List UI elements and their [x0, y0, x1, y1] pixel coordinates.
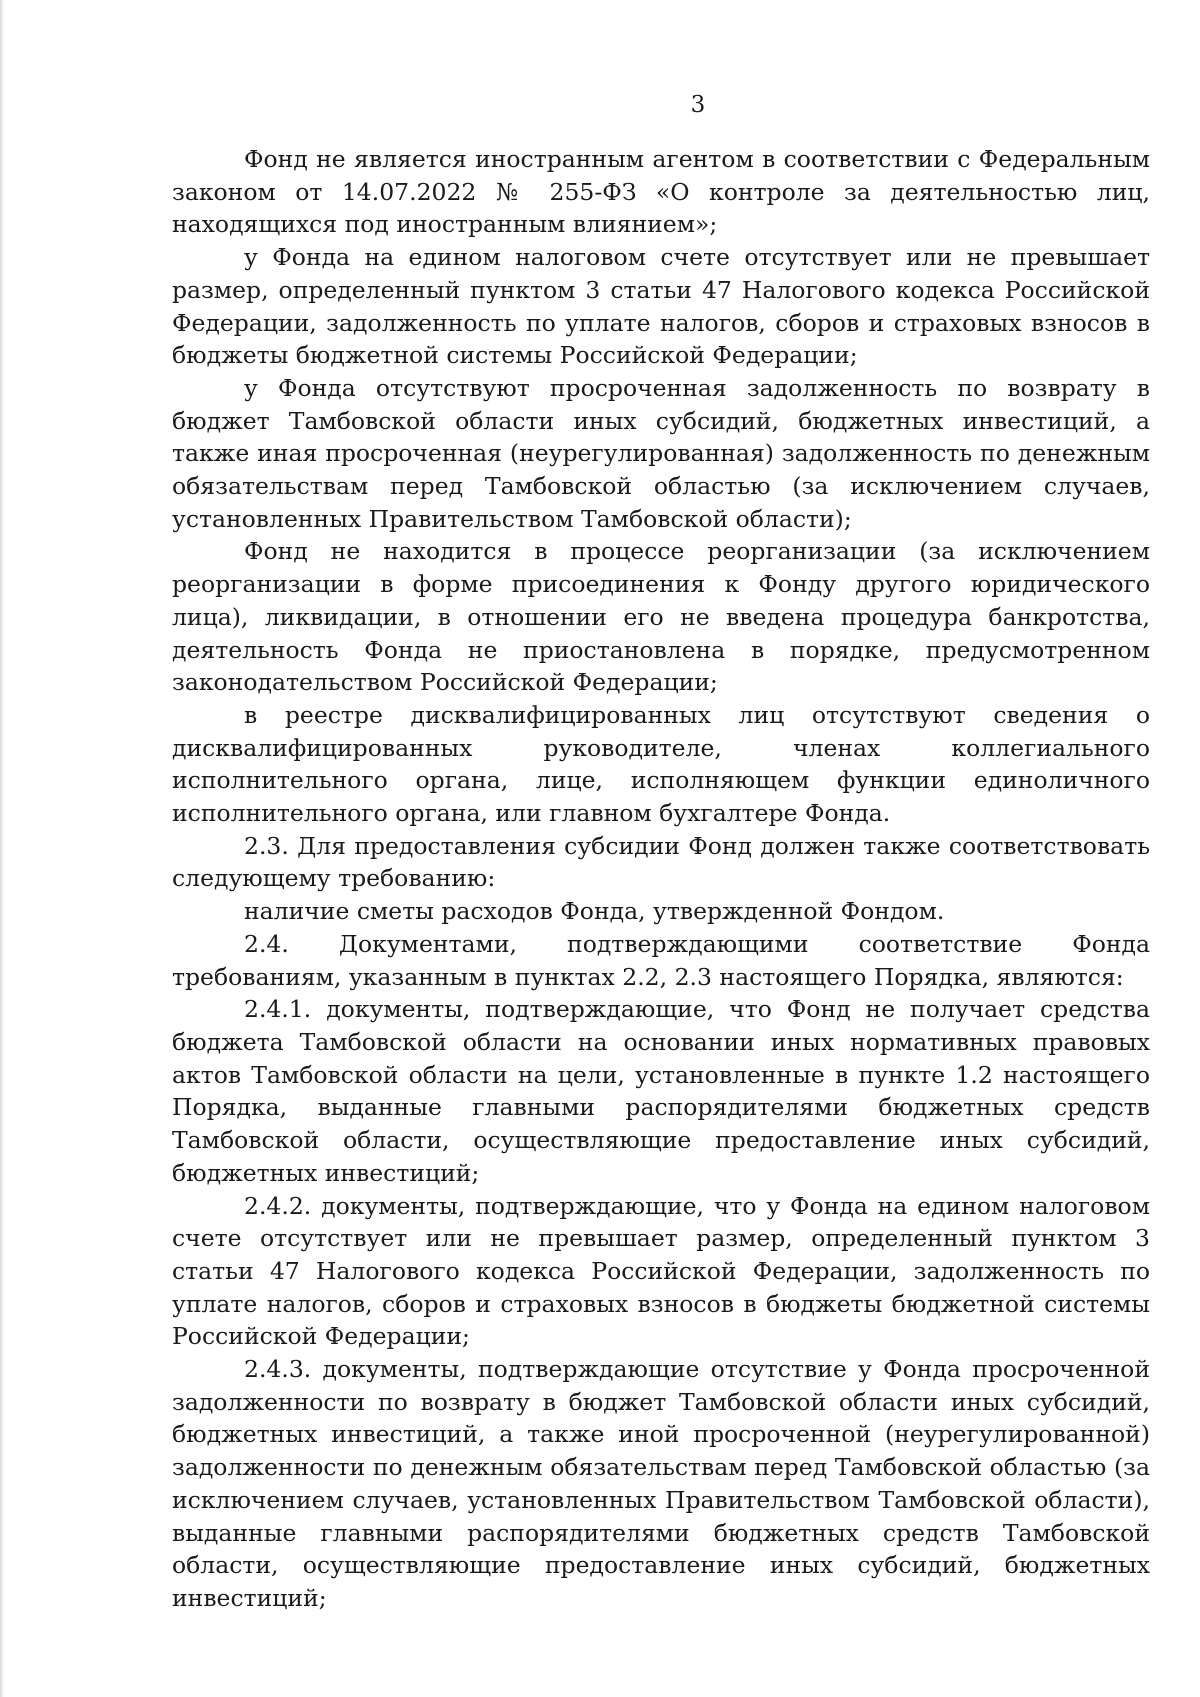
scan-edge [0, 0, 4, 1697]
paragraph-2-4: 2.4. Документами, подтверждающими соответствие Фонда требованиям, указанным в пунктах 2.2, 2.3 настоящего Порядка, являются: [172, 929, 1150, 991]
paragraph-disqualified-registry: в реестре дисквалифицированных лиц отсутствуют сведения о дисквалифицированных руководителе, членах коллегиального исполнительного органа, лице, исполняющем функции единоличного исполнительного органа, или главном бухгалтере Фонда. [172, 700, 1150, 828]
paragraph-2-4-3: 2.4.3. документы, подтверждающие отсутствие у Фонда просроченной задолженности по возврату в бюджет Тамбовской области иных субсидий, бюджетных инвестиций, а также иной просроченной (неурегулированной) задолженности по денежным обязательствам перед Тамбовской областью (за исключением случаев, установленных Правительством Тамбовской области), выданные главными распорядителями бюджетных средств Тамбовской области, осуществляющие предоставление иных субсидий, бюджетных инвестиций; [172, 1355, 1150, 1612]
paragraph-2-3: 2.3. Для предоставления субсидии Фонд должен также соответствовать следующему требованию: [172, 831, 1150, 893]
paragraph-2-4-1: 2.4.1. документы, подтверждающие, что Фонд не получает средства бюджета Тамбовской области на основании иных нормативных правовых актов Тамбовской области на цели, установленные в пункте 1.2 настоящего Порядка, выданные главными распорядителями бюджетных средств Тамбовской области, осуществляющие предоставление иных субсидий, бюджетных инвестиций; [172, 995, 1150, 1187]
paragraph-2-4-2: 2.4.2. документы, подтверждающие, что у Фонда на едином налоговом счете отсутствует или не превышает размер, определенный пунктом 3 статьи 47 Налогового кодекса Российской Федерации, задолженность по уплате налогов, сборов и страховых взносов в бюджеты бюджетной системы Российской Федерации; [172, 1191, 1150, 1351]
page-number: 3 [690, 92, 706, 118]
paragraph-overdue-debt: у Фонда отсутствуют просроченная задолженность по возврату в бюджет Тамбовской области иных субсидий, бюджетных инвестиций, а также иная просроченная (неурегулированная) задолженность по денежным обязательствам перед Тамбовской областью (за исключением случаев, установленных Правительством Тамбовской области); [172, 373, 1150, 533]
paragraph-reorganization: Фонд не находится в процессе реорганизации (за исключением реорганизации в форме присоединения к Фонду другого юридического лица), ликвидации, в отношении его не введена процедура банкротства, деятельность Фонда не приостановлена в порядке, предусмотренном законодательством Российской Федерации; [172, 537, 1150, 697]
paragraph-foreign-agent: Фонд не является иностранным агентом в соответствии с Федеральным законом от 14.07.2022 № 255-ФЗ «О контроле за деятельностью лиц, находящихся под иностранным влиянием»; [172, 145, 1150, 239]
document-body [172, 143, 1150, 1615]
paragraph-tax-debt: у Фонда на едином налоговом счете отсутствует или не превышает размер, определенный пунктом 3 статьи 47 Налогового кодекса Российской Федерации, задолженность по уплате налогов, сборов и страховых взносов в бюджеты бюджетной системы Российской Федерации; [172, 243, 1150, 370]
paragraph-expense-estimate: наличие сметы расходов Фонда, утвержденной Фондом. [244, 897, 945, 926]
